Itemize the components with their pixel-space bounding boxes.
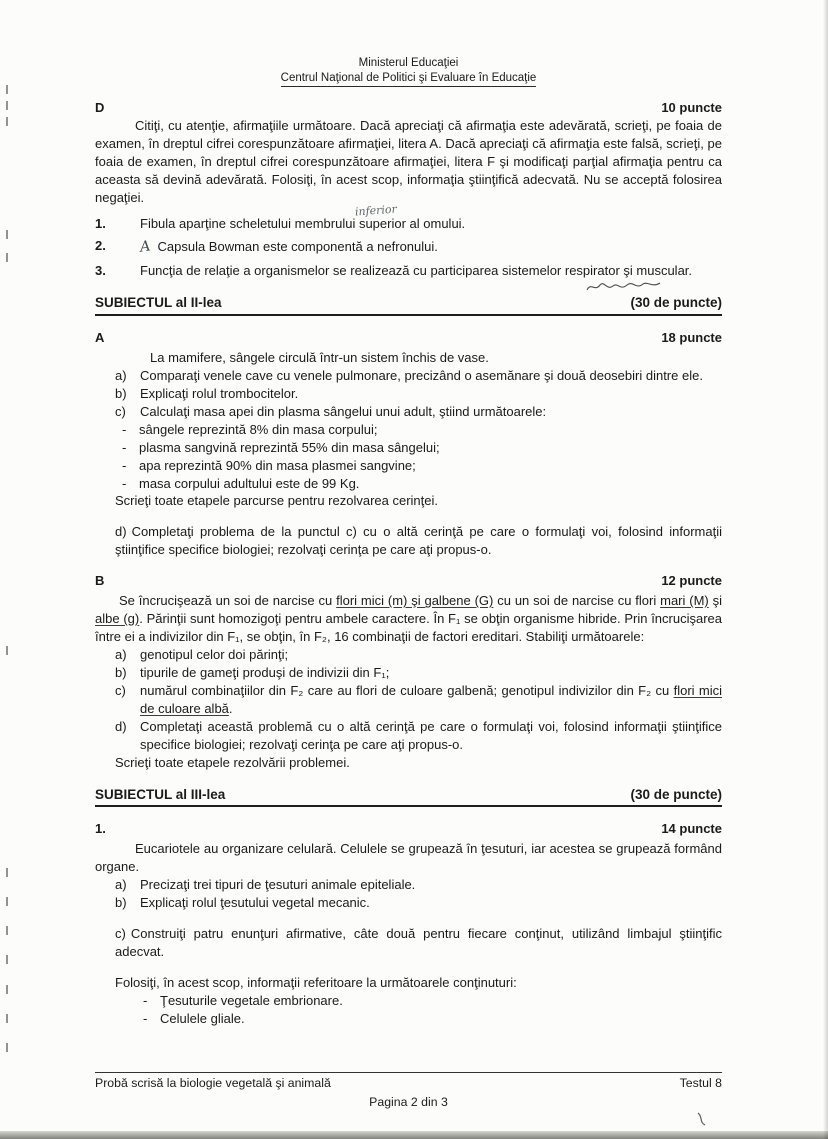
dash-marker: -	[122, 439, 127, 455]
scan-artifact	[6, 926, 8, 935]
section-a-items	[115, 367, 722, 421]
item-letter: b)	[115, 664, 127, 680]
section-d-instructions: Citiţi, cu atenţie, afirmaţiile următoare. Dacă apreciaţi că afirmaţia este adevărată, scrieţi, pe foaia de examen, în dreptul cifrei corespunzătoare afirmaţiei, litera A. Dacă apreciaţi că afirmaţia este falsă, scrieţi, pe foaia de examen, în dreptul cifrei corespunzătoare afirmaţiei, litera F şi modificaţi parţial afirmaţia pentru ca aceasta să devină adevărată. Folosiţi, în acest scop, informaţia ştiinţifică adecvată. Nu se acceptă folosirea negaţiei.	[95, 117, 722, 205]
text-segment: Se încrucişează un soi de narcise cu	[119, 593, 337, 609]
list-item	[115, 385, 722, 403]
item-text: Completaţi problema de la punctul c) cu o altă cerinţă pe care o formulaţi voi, folosind informaţii ştiinţifice specifice biologiei; rezolvaţi cerinţa pe care aţi propus-o.	[115, 524, 722, 558]
ministry-name: Ministerul Educaţiei	[358, 57, 459, 69]
footer-exam-name: Probă scrisă la biologie vegetală şi animală	[95, 1076, 331, 1090]
section-a-intro: La mamifere, sângele circulă într-un sistem închis de vase.	[150, 349, 489, 365]
text-segment: Fibula aparţine scheletului membrului	[140, 215, 359, 231]
dash-item	[143, 992, 722, 1010]
text-segment: Capsula Bowman este componentă a nefronului.	[157, 239, 438, 255]
item-text: Explicaţi rolul trombocitelor.	[140, 385, 299, 401]
scan-artifact	[6, 868, 8, 877]
item-number: 3.	[95, 263, 106, 279]
item-text: Construiţi patru enunţuri afirmative, câte două pentru fiecare conţinut, utilizând limbajul ştiinţific adecvat.	[115, 925, 722, 959]
subject-2-title: SUBIECTUL al II-lea	[95, 295, 222, 311]
question-1-items	[115, 876, 722, 912]
handwriting-annotation: inferior	[354, 202, 398, 218]
section-d	[95, 99, 722, 281]
item-text: Completaţi această problemă cu o altă cerinţă pe care o formulaţi voi, folosind informaţii ştiinţifice specifice biologiei; rezolvaţi cerinţa pe care aţi propus-o.	[140, 718, 722, 752]
question-1	[95, 820, 722, 1027]
item-letter: c)	[115, 403, 126, 419]
item-letter: a)	[115, 877, 127, 892]
dash-item	[122, 421, 722, 439]
scan-artifact	[6, 85, 8, 94]
dash-marker: -	[143, 992, 148, 1008]
document-header	[95, 56, 722, 87]
list-item-d	[115, 718, 722, 754]
list-item-c	[115, 682, 722, 718]
dash-text: Ţesuturile vegetale embrionare.	[160, 992, 343, 1008]
section-a-points: 18 puncte	[661, 330, 722, 345]
item-letter: c)	[115, 682, 126, 698]
dash-marker: -	[122, 421, 127, 437]
subject-2-heading	[95, 294, 722, 316]
footer-test-number: Testul 8	[679, 1076, 722, 1090]
section-b-points: 12 puncte	[661, 573, 722, 589]
statement-3	[95, 262, 722, 280]
subject-3-title: SUBIECTUL al III-lea	[95, 786, 226, 802]
section-b	[95, 572, 722, 771]
text-segment: al omului.	[405, 215, 466, 231]
subject-3-points: (30 de puncte)	[630, 786, 722, 802]
scan-bottom-edge	[0, 1131, 828, 1139]
question-1-item-c	[115, 925, 722, 961]
item-text: Precizaţi trei tipuri de ţesuturi animale epiteliale.	[140, 877, 416, 892]
item-text	[140, 682, 722, 718]
item-letter: b)	[115, 385, 127, 401]
underlined-phrase: albe (g)	[95, 611, 140, 627]
item-text: genotipul celor doi părinţi;	[140, 647, 289, 662]
dash-item	[122, 439, 722, 457]
list-item	[115, 664, 722, 682]
section-a-dash-list	[122, 421, 722, 493]
subject-3-heading	[95, 786, 722, 808]
question-1-note: Folosiţi, în acest scop, informaţii referitoare la următoarele conţinuturi:	[115, 974, 517, 990]
section-b-intro	[95, 592, 722, 646]
dash-marker: -	[122, 457, 127, 473]
item-letter: a)	[115, 367, 127, 383]
question-1-intro: Eucariotele au organizare celulară. Celulele se grupează în ţesuturi, iar acestea se grupează formând organe.	[95, 841, 722, 875]
statement-3-text: Funcţia de relaţie a organismelor se realizează cu participarea sistemelor respirator şi muscular.	[140, 263, 693, 279]
item-letter: a)	[115, 647, 127, 662]
page-footer	[95, 1072, 722, 1111]
subject-2-points: (30 de puncte)	[630, 295, 722, 311]
dash-text: plasma sangvină reprezintă 55% din masa sângelui;	[139, 439, 440, 455]
statement-2-text	[140, 237, 722, 257]
text-segment: superior	[358, 215, 406, 231]
list-item	[115, 876, 722, 894]
list-item	[115, 646, 722, 664]
dash-marker: -	[143, 1010, 148, 1026]
item-letter: d)	[115, 718, 127, 734]
handwriting-scribble	[584, 279, 664, 295]
statement-list	[95, 202, 722, 281]
annotated-word	[354, 202, 406, 233]
statement-2	[95, 237, 722, 257]
text-segment: şi	[708, 593, 722, 609]
scan-artifact	[6, 253, 8, 262]
scan-artifact	[6, 985, 8, 994]
scan-artifact	[6, 897, 8, 906]
underlined-phrase: flori mici (m) şi galbene (G)	[336, 593, 494, 609]
text-segment: cu un soi de narcise cu flori	[493, 593, 661, 609]
section-a-item-d	[115, 523, 722, 559]
underlined-phrase: mari (M)	[660, 593, 709, 609]
item-text: Explicaţi rolul ţesutului vegetal mecanic.	[140, 894, 370, 910]
list-item	[115, 403, 722, 421]
scan-artifact	[6, 101, 8, 110]
handwriting-annotation: A	[138, 238, 152, 257]
item-letter: c)	[115, 925, 126, 941]
scan-artifact	[6, 1043, 8, 1052]
question-1-points: 14 puncte	[661, 821, 722, 837]
section-a	[95, 329, 722, 559]
scan-artifact	[6, 230, 8, 239]
dash-text: Celulele gliale.	[160, 1010, 245, 1026]
center-name: Centrul Naţional de Politici şi Evaluare în Educaţie	[281, 71, 537, 87]
item-text: Calculaţi masa apei din plasma sângelui unui adult, ştiind următoarele:	[140, 403, 547, 419]
question-1-dash-list	[143, 992, 722, 1028]
section-d-label: D	[95, 99, 105, 115]
list-item	[115, 894, 722, 912]
scan-artifact	[6, 1014, 8, 1023]
item-letter: d)	[115, 524, 127, 540]
dash-marker: -	[122, 475, 127, 491]
underlined-phrase: flori mici de culoare albă	[140, 682, 723, 716]
pen-mark	[696, 1111, 710, 1127]
document-content	[95, 56, 722, 1028]
dash-text: masa corpului adultului este de 99 Kg.	[139, 475, 360, 491]
section-b-items	[115, 646, 722, 754]
footer-page-number: Pagina 2 din 3	[369, 1094, 448, 1109]
statement-1	[95, 202, 722, 233]
section-a-note: Scrieţi toate etapele parcurse pentru rezolvarea cerinţei.	[115, 493, 439, 509]
question-1-number: 1.	[95, 821, 106, 837]
section-d-points: 10 puncte	[661, 99, 722, 115]
item-text: Comparaţi venele cave cu venele pulmonare, precizând o asemănare şi două deosebiri dintre ele.	[140, 367, 703, 383]
section-a-label: A	[95, 330, 105, 345]
scan-artifact	[6, 955, 8, 964]
scan-artifact	[6, 117, 8, 126]
dash-text: sângele reprezintă 8% din masa corpului;	[139, 421, 378, 437]
dash-item	[143, 1010, 722, 1028]
dash-item	[122, 475, 722, 493]
dash-item	[122, 457, 722, 475]
text-segment: .	[228, 700, 233, 716]
item-number: 2.	[95, 238, 106, 254]
scan-artifact	[6, 646, 8, 655]
item-number: 1.	[95, 215, 106, 231]
text-segment: . Părinţii sunt homozigoţi pentru ambele caractere. În F₁ se obţin organisme hibride. Prin încrucişarea între ei a indivizilor din F₁, se obţin, în F₂, 16 combinaţii de factori ereditari. Stabiliţi următoarele:	[95, 611, 722, 645]
footer-divider	[95, 1072, 722, 1073]
dash-text: apa reprezintă 90% din masa plasmei sangvine;	[139, 457, 416, 473]
statement-1-text	[140, 202, 722, 233]
section-b-note: Scrieţi toate etapele rezolvării problemei.	[115, 754, 350, 770]
item-text: tipurile de gameţi produşi de indivizii din F₁;	[140, 664, 390, 680]
item-letter: b)	[115, 894, 127, 910]
text-segment: numărul combinaţiilor din F₂ care au flori de culoare galbenă; genotipul indivizilor din F₂ cu	[140, 682, 674, 698]
list-item	[115, 367, 722, 385]
section-b-label: B	[95, 573, 105, 589]
